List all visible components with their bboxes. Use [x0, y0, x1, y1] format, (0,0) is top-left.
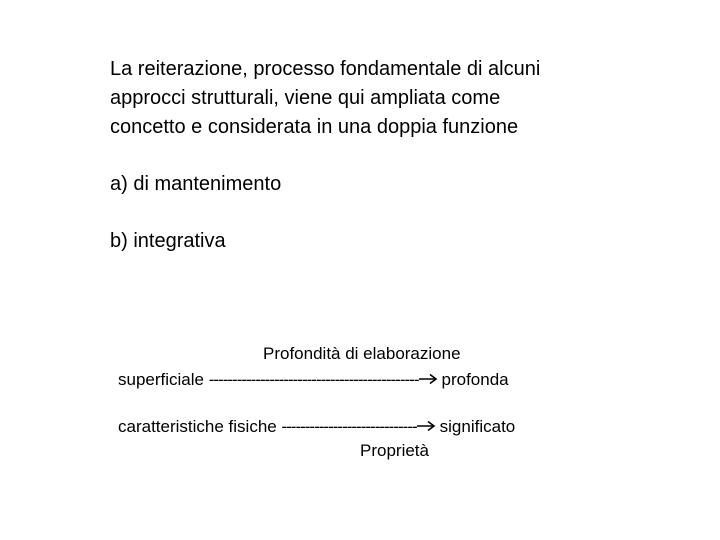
intro-line-3: concetto e considerata in una doppia funzione	[110, 116, 519, 138]
depth-scale-left-label: superficiale	[118, 370, 204, 389]
properties-scale-line: -----------------------------	[281, 417, 417, 436]
depth-scale-row	[118, 370, 509, 390]
depth-scale-right-label: profonda	[441, 370, 509, 389]
depth-scale-line: ---------------------------------------------	[208, 370, 419, 389]
list-item-a: a) di mantenimento	[110, 173, 282, 195]
properties-scale-row	[118, 417, 515, 437]
properties-scale-left-label: caratteristiche fisiche	[118, 417, 277, 436]
intro-paragraph	[110, 55, 670, 142]
intro-line-2: approcci strutturali, viene qui ampliata come	[110, 87, 501, 109]
right-arrow-icon	[416, 420, 436, 432]
right-arrow-icon	[418, 373, 438, 385]
depth-scale-title: Profondità di elaborazione	[263, 344, 461, 363]
properties-scale-title: Proprietà	[360, 441, 429, 460]
properties-scale-right-label: significato	[439, 417, 516, 436]
intro-line-1: La reiterazione, processo fondamentale di alcuni	[110, 58, 541, 80]
list-item-b: b) integrativa	[110, 230, 226, 252]
